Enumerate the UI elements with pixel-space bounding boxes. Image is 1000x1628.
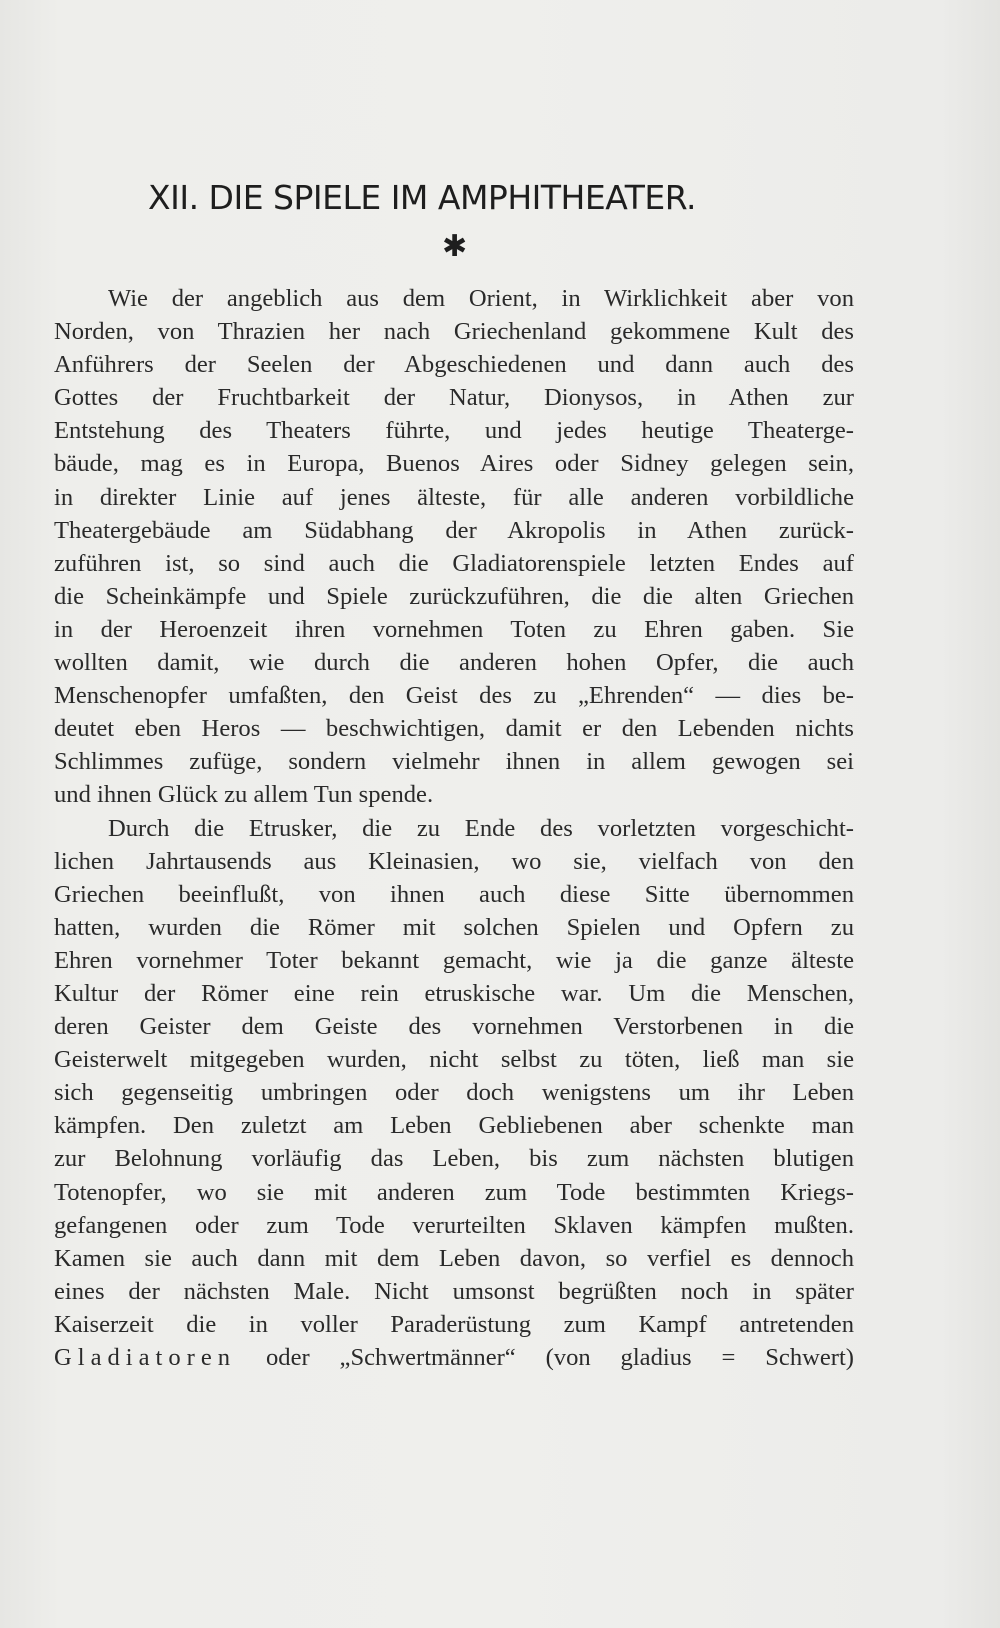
text-line: eines der nächsten Male. Nicht umsonst begrüßten noch in später: [54, 1277, 854, 1305]
text-line: Geisterwelt mitgegeben wurden, nicht selbst zu töten, ließ man sie: [54, 1046, 854, 1074]
text-line: Ehren vornehmer Toter bekannt gemacht, wie ja die ganze älteste: [54, 946, 854, 974]
text-line: Menschenopfer umfaßten, den Geist des zu „Ehrenden“ — dies be-: [54, 682, 854, 710]
text-line: zuführen ist, so sind auch die Gladiatorenspiele letzten Endes auf: [54, 549, 854, 577]
text-line: Kamen sie auch dann mit dem Leben davon, so verfiel es dennoch: [54, 1244, 854, 1272]
text-line: hatten, wurden die Römer mit solchen Spielen und Opfern zu: [54, 913, 854, 941]
text-line: Totenopfer, wo sie mit anderen zum Tode bestimmten Kriegs-: [54, 1178, 854, 1206]
text-line: Griechen beeinflußt, von ihnen auch diese Sitte übernommen: [54, 880, 854, 908]
text-line: deutet eben Heros — beschwichtigen, damit er den Lebenden nichts: [54, 715, 854, 743]
text-line: Durch die Etrusker, die zu Ende des vorletzten vorgeschicht-: [108, 814, 854, 842]
text-line: kämpfen. Den zuletzt am Leben Gebliebenen aber schenkte man: [54, 1112, 854, 1140]
text-line: zur Belohnung vorläufig das Leben, bis zum nächsten blutigen: [54, 1145, 854, 1173]
text-line: wollten damit, wie durch die anderen hohen Opfer, die auch: [54, 649, 854, 677]
text-line: Norden, von Thrazien her nach Griechenland gekommene Kult des: [54, 318, 854, 346]
text-line: sich gegenseitig umbringen oder doch wenigstens um ihr Leben: [54, 1079, 854, 1107]
text-line: und ihnen Glück zu allem Tun spende.: [54, 781, 434, 809]
text-line: deren Geister dem Geiste des vornehmen Verstorbenen in die: [54, 1013, 854, 1041]
text-line: bäude, mag es in Europa, Buenos Aires oder Sidney gelegen sein,: [54, 450, 854, 478]
final-line-rest: oder „Schwertmänner“ (von gladius = Schwert): [236, 1344, 854, 1371]
text-line: Anführers der Seelen der Abgeschiedenen und dann auch des: [54, 351, 854, 379]
text-line: Wie der angeblich aus dem Orient, in Wirklichkeit aber von: [108, 285, 854, 312]
text-line: Theatergebäude am Südabhang der Akropolis in Athen zurück-: [54, 516, 854, 544]
text-line: die Scheinkämpfe und Spiele zurückzuführen, die die alten Griechen: [54, 582, 854, 610]
text-line: lichen Jahrtausends aus Kleinasien, wo sie, vielfach von den: [54, 847, 854, 875]
text-line: Kaiserzeit die in voller Paraderüstung zum Kampf antretenden: [54, 1310, 854, 1338]
text-line: in der Heroenzeit ihren vornehmen Toten zu Ehren gaben. Sie: [54, 615, 854, 643]
spaced-word: Gladiatoren: [54, 1344, 237, 1371]
text-line: Kultur der Römer eine rein etruskische war. Um die Menschen,: [54, 979, 854, 1007]
asterisk-ornament-icon: ✱: [442, 229, 468, 264]
chapter-heading: XII. DIE SPIELE IM AMPHITHEATER.: [148, 178, 696, 217]
text-line: gefangenen oder zum Tode verurteilten Sklaven kämpfen mußten.: [54, 1211, 854, 1239]
text-line: Schlimmes zufüge, sondern vielmehr ihnen in allem gewogen sei: [54, 748, 854, 776]
text-line: Entstehung des Theaters führte, und jedes heutige Theaterge-: [54, 417, 854, 445]
text-line-final: [54, 1341, 854, 1374]
text-line: Gottes der Fruchtbarkeit der Natur, Dionysos, in Athen zur: [54, 384, 854, 412]
text-line: in direkter Linie auf jenes älteste, für alle anderen vorbildliche: [54, 483, 854, 511]
body-text: [54, 282, 854, 1374]
